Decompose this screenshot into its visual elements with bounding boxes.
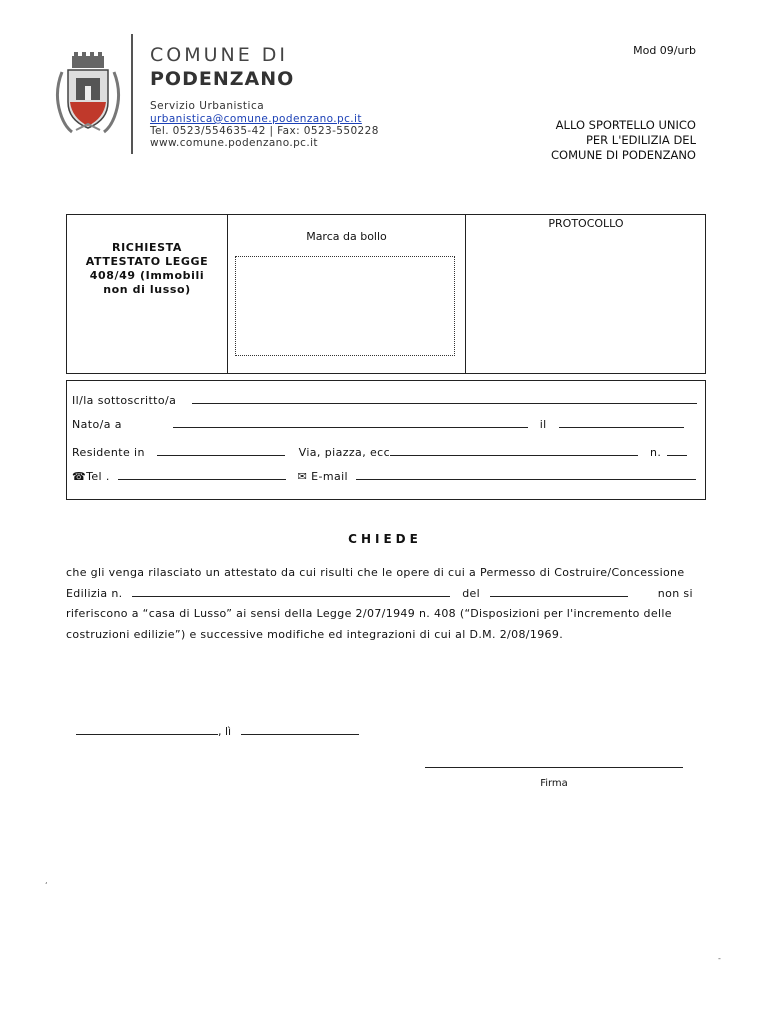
birthplace-field[interactable]	[173, 419, 528, 428]
applicant-name-label: Il/la sottoscritto/a	[72, 394, 177, 407]
phone-field[interactable]	[118, 471, 286, 480]
signature-label: Firma	[540, 778, 568, 789]
street-field[interactable]	[390, 447, 638, 456]
signature-field[interactable]	[425, 767, 683, 768]
stamp-label: Marca da bollo	[306, 230, 387, 243]
body-text-end: non si	[657, 586, 693, 600]
recipient-line: PER L'EDILIZIA DEL	[585, 133, 696, 147]
body-line: che gli venga rilasciato un attestato da cui risulti che le opere di cui a Permesso di Costruire/Concessione	[66, 566, 685, 579]
permit-date-field[interactable]	[490, 588, 628, 597]
birthplace-row	[72, 418, 684, 431]
email-label: E-mail	[311, 470, 349, 483]
place-date-row	[76, 725, 359, 738]
request-title	[72, 241, 222, 297]
date-field[interactable]	[241, 726, 359, 735]
department-email-link[interactable]: urbanistica@comune.podenzano.pc.it	[150, 113, 362, 125]
birthdate-field[interactable]	[559, 419, 684, 428]
protocol-label: PROTOCOLLO	[548, 217, 624, 230]
birthplace-label: Nato/a a	[72, 418, 122, 431]
phone-label: Tel .	[86, 470, 110, 483]
applicant-name-row	[72, 394, 697, 407]
form-code: Mod 09/urb	[633, 44, 696, 57]
residence-row	[72, 446, 687, 459]
body-line	[66, 584, 696, 605]
box-divider	[465, 214, 466, 374]
request-heading: CHIEDE	[348, 532, 422, 546]
stamp-area	[235, 256, 455, 356]
page-mark: -	[718, 954, 721, 963]
recipient-line: COMUNE DI PODENZANO	[551, 148, 696, 162]
municipality-name: PODENZANO	[150, 68, 295, 90]
request-title-line: ATTESTATO LEGGE	[85, 255, 209, 268]
permit-date-label: del	[462, 586, 481, 600]
request-title-line: 408/49 (Immobili	[89, 269, 205, 282]
residence-city-field[interactable]	[157, 447, 285, 456]
recipient-block	[476, 118, 696, 163]
department-website: www.comune.podenzano.pc.it	[150, 137, 318, 149]
coat-of-arms-icon	[52, 52, 124, 136]
contact-row	[72, 470, 696, 483]
page-mark: ‘	[45, 881, 48, 890]
mail-icon: ✉	[297, 470, 308, 483]
place-field[interactable]	[76, 726, 218, 735]
birthdate-label: il	[539, 418, 547, 431]
body-line: riferiscono a “casa di Lusso” ai sensi della Legge 2/07/1949 n. 408 (“Disposizioni per l'incremento delle	[66, 607, 672, 620]
phone-icon: ☎	[72, 470, 87, 483]
department-label: Servizio Urbanistica	[150, 100, 265, 112]
applicant-name-field[interactable]	[192, 395, 697, 404]
email-field[interactable]	[356, 471, 696, 480]
request-title-line: RICHIESTA	[112, 241, 182, 254]
street-label: Via, piazza, ecc	[298, 446, 391, 459]
place-date-separator: , lì	[218, 725, 232, 738]
permit-number-field[interactable]	[132, 588, 450, 597]
permit-number-label: Edilizia n.	[66, 586, 123, 600]
header-divider	[131, 34, 133, 154]
residence-label: Residente in	[72, 446, 145, 459]
body-line: costruzioni edilizie”) e successive modifiche ed integrazioni di cui al D.M. 2/08/1969.	[66, 627, 564, 641]
request-title-line: non di lusso)	[103, 283, 191, 296]
municipality-title: COMUNE DI	[150, 44, 289, 66]
street-number-label: n.	[649, 446, 662, 459]
street-number-field[interactable]	[667, 447, 687, 456]
recipient-line: ALLO SPORTELLO UNICO	[555, 118, 696, 132]
request-body	[66, 563, 696, 645]
department-phone: Tel. 0523/554635-42 | Fax: 0523-550228	[150, 125, 379, 137]
